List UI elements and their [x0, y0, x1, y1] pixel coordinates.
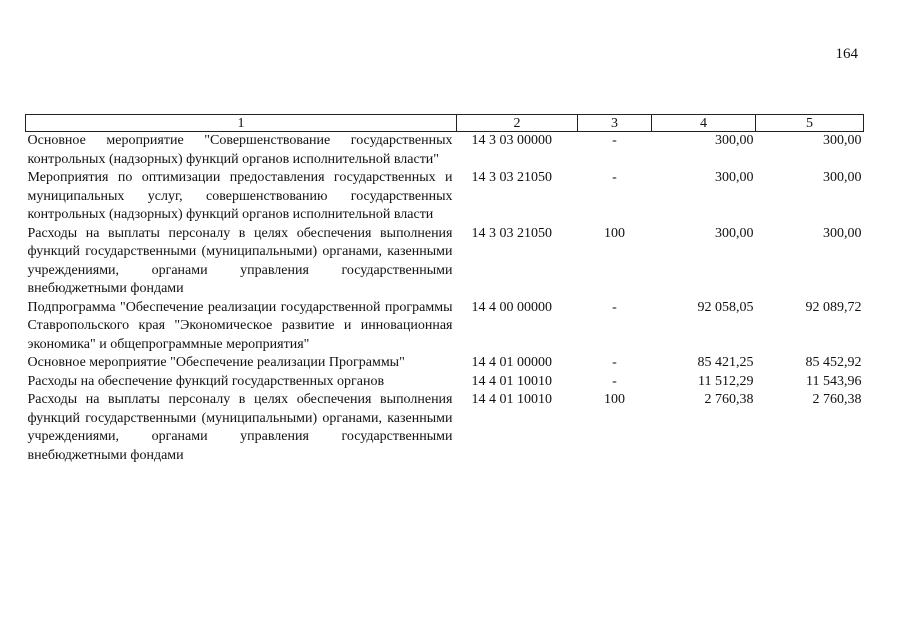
row-code: 14 3 03 21050: [471, 225, 552, 241]
table-row: [26, 132, 864, 170]
header-col-4: 4: [652, 115, 756, 132]
row-sum-col4: 2 760,38: [704, 392, 754, 407]
row-name: Основное мероприятие "Обеспечение реализации Программы": [27, 355, 405, 370]
row-sum-col5: 2 760,38: [812, 392, 862, 407]
row-name: Расходы на обеспечение функций государственных органов: [27, 373, 385, 389]
table-row: [26, 299, 864, 355]
budget-table: [25, 114, 864, 465]
row-vr: -: [612, 133, 617, 148]
row-code: 14 3 03 21050: [471, 170, 552, 185]
row-code: 14 4 01 10010: [471, 373, 552, 389]
row-vr: -: [612, 355, 617, 370]
row-vr: -: [612, 373, 617, 389]
header-col-3: 3: [578, 115, 652, 132]
row-name: Основное мероприятие "Совершенствование государственных контрольных (надзорных) функций органов исполнительной власти": [27, 133, 453, 167]
row-sum-col4: 85 421,25: [697, 355, 754, 370]
table-body: [26, 132, 864, 466]
table-row: [26, 391, 864, 465]
row-code: 14 4 01 00000: [471, 355, 552, 370]
row-sum-col5: 300,00: [823, 170, 862, 185]
row-name: Расходы на выплаты персоналу в целях обеспечения выполнения функций государственными (муниципальными) органами, казенными учреждениями, органами управления государственными внебюджетными фондами: [27, 392, 453, 463]
header-row: [26, 115, 864, 132]
row-vr: 100: [604, 225, 625, 241]
row-code: 14 4 01 10010: [471, 392, 552, 407]
table-row: [26, 225, 864, 299]
table-row: [26, 169, 864, 225]
row-sum-col4: 300,00: [715, 225, 754, 241]
header-col-2: 2: [457, 115, 578, 132]
header-col-1: 1: [26, 115, 457, 132]
row-sum-col4: 300,00: [715, 133, 754, 148]
row-sum-col4: 300,00: [715, 170, 754, 185]
row-vr: -: [612, 170, 617, 185]
page-number: 164: [835, 46, 858, 62]
row-sum-col5: 300,00: [823, 133, 862, 148]
row-sum-col4: 11 512,29: [698, 373, 754, 389]
row-sum-col5: 300,00: [823, 225, 862, 241]
row-code: 14 3 03 00000: [471, 133, 552, 148]
row-vr: 100: [604, 392, 625, 407]
row-sum-col5: 11 543,96: [806, 373, 862, 389]
row-name: Подпрограмма "Обеспечение реализации государственной программы Ставропольского края "Экономическое развитие и инновационная экономика" и общепрограммные мероприятия": [27, 299, 453, 352]
row-vr: -: [612, 299, 617, 315]
row-name: Мероприятия по оптимизации предоставления государственных и муниципальных услуг, совершенствованию государственных контрольных (надзорных) функций органов исполнительной власти: [27, 170, 453, 222]
header-col-5: 5: [756, 115, 864, 132]
row-code: 14 4 00 00000: [471, 299, 552, 315]
row-sum-col4: 92 058,05: [697, 299, 754, 315]
table-row: [26, 373, 864, 392]
table-row: [26, 354, 864, 373]
table-header: [26, 115, 864, 132]
row-sum-col5: 92 089,72: [805, 299, 862, 315]
row-sum-col5: 85 452,92: [805, 355, 862, 370]
row-name: Расходы на выплаты персоналу в целях обеспечения выполнения функций государственными (муниципальными) органами, казенными учреждениями, органами управления государственными внебюджетными фондами: [27, 225, 453, 296]
